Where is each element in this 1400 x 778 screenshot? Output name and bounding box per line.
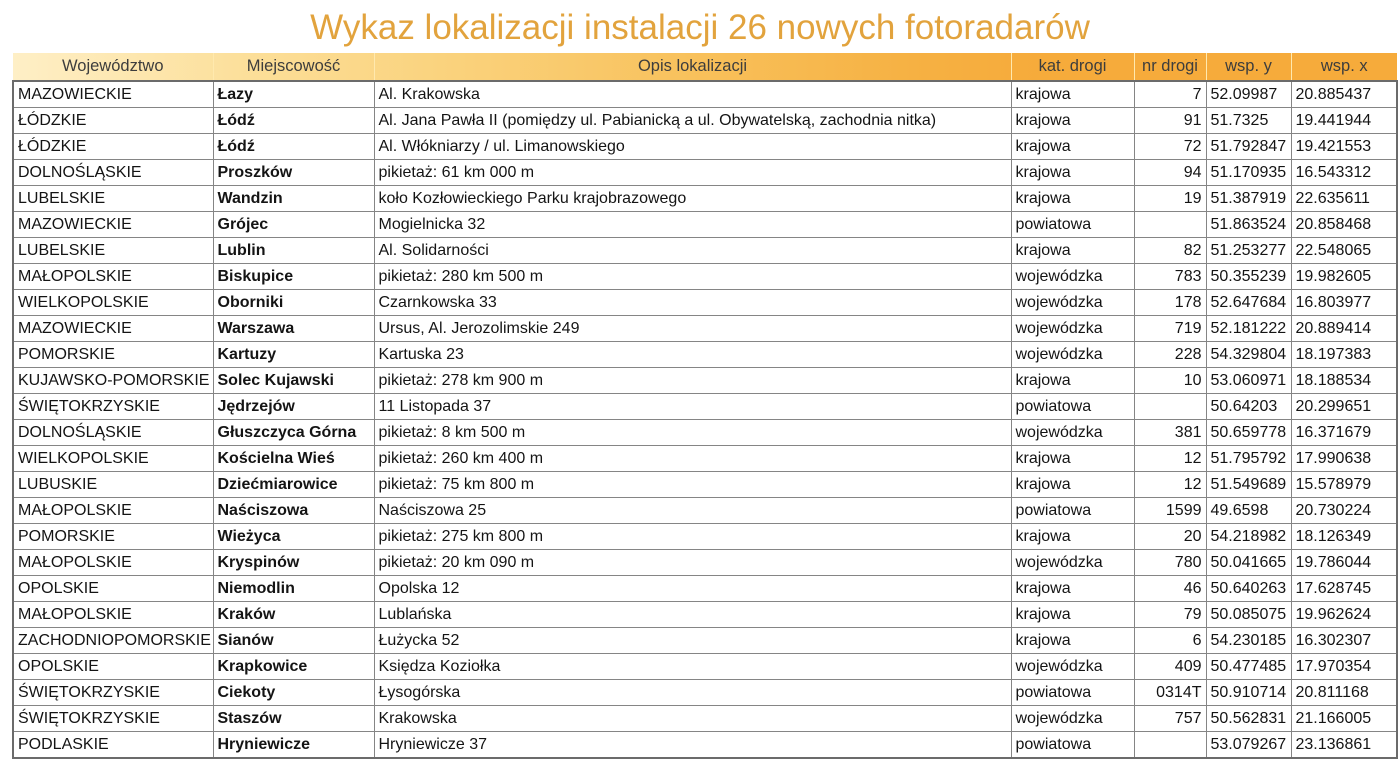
table-row: [13, 238, 1397, 264]
cell-nr-drogi: 72: [1134, 134, 1206, 160]
cell-wsp-x: 17.990638: [1291, 446, 1397, 472]
cell-miejscowosc: Łódź: [213, 134, 374, 160]
cell-wsp-x: 19.441944: [1291, 108, 1397, 134]
cell-miejscowosc: Grójec: [213, 212, 374, 238]
cell-wsp-y: 54.329804: [1206, 342, 1291, 368]
cell-wsp-x: 18.126349: [1291, 524, 1397, 550]
cell-miejscowosc: Proszków: [213, 160, 374, 186]
cell-opis: pikietaż: 20 km 090 m: [374, 550, 1011, 576]
cell-nr-drogi: 7: [1134, 81, 1206, 108]
cell-wsp-x: 20.299651: [1291, 394, 1397, 420]
cell-wojewodztwo: MAZOWIECKIE: [13, 81, 213, 108]
cell-wsp-y: 50.640263: [1206, 576, 1291, 602]
table-row: [13, 342, 1397, 368]
column-header-miejscowosc: Miejscowość: [213, 53, 374, 81]
cell-wojewodztwo: MAZOWIECKIE: [13, 316, 213, 342]
cell-wojewodztwo: MAZOWIECKIE: [13, 212, 213, 238]
table-row: [13, 732, 1397, 759]
cell-opis: pikietaż: 75 km 800 m: [374, 472, 1011, 498]
table-row: [13, 576, 1397, 602]
cell-wsp-y: 51.863524: [1206, 212, 1291, 238]
cell-nr-drogi: 79: [1134, 602, 1206, 628]
cell-wsp-x: 18.188534: [1291, 368, 1397, 394]
cell-wsp-y: 51.792847: [1206, 134, 1291, 160]
cell-wsp-y: 54.218982: [1206, 524, 1291, 550]
table-row: [13, 654, 1397, 680]
cell-wsp-y: 50.910714: [1206, 680, 1291, 706]
fotoradar-locations-table: [12, 53, 1398, 759]
table-row: [13, 628, 1397, 654]
cell-wojewodztwo: POMORSKIE: [13, 342, 213, 368]
table-row: [13, 160, 1397, 186]
cell-miejscowosc: Staszów: [213, 706, 374, 732]
cell-nr-drogi: 719: [1134, 316, 1206, 342]
cell-wsp-y: 51.387919: [1206, 186, 1291, 212]
cell-miejscowosc: Łódź: [213, 108, 374, 134]
cell-opis: Łysogórska: [374, 680, 1011, 706]
cell-opis: Naściszowa 25: [374, 498, 1011, 524]
cell-kat-drogi: powiatowa: [1011, 394, 1134, 420]
cell-wsp-y: 50.562831: [1206, 706, 1291, 732]
cell-wsp-x: 16.302307: [1291, 628, 1397, 654]
cell-opis: pikietaż: 61 km 000 m: [374, 160, 1011, 186]
cell-wojewodztwo: MAŁOPOLSKIE: [13, 550, 213, 576]
cell-wojewodztwo: LUBELSKIE: [13, 238, 213, 264]
cell-wsp-x: 20.889414: [1291, 316, 1397, 342]
table-row: [13, 290, 1397, 316]
table-row: [13, 108, 1397, 134]
cell-wsp-y: 51.7325: [1206, 108, 1291, 134]
cell-miejscowosc: Kościelna Wieś: [213, 446, 374, 472]
table-row: [13, 446, 1397, 472]
cell-wsp-y: 51.253277: [1206, 238, 1291, 264]
cell-wsp-x: 20.885437: [1291, 81, 1397, 108]
cell-nr-drogi: 0314T: [1134, 680, 1206, 706]
cell-miejscowosc: Ciekoty: [213, 680, 374, 706]
cell-opis: Księdza Koziołka: [374, 654, 1011, 680]
cell-wsp-y: 53.079267: [1206, 732, 1291, 759]
cell-wsp-y: 51.170935: [1206, 160, 1291, 186]
cell-wojewodztwo: POMORSKIE: [13, 524, 213, 550]
cell-miejscowosc: Naściszowa: [213, 498, 374, 524]
cell-miejscowosc: Kartuzy: [213, 342, 374, 368]
table-row: [13, 316, 1397, 342]
cell-wsp-x: 17.628745: [1291, 576, 1397, 602]
cell-miejscowosc: Warszawa: [213, 316, 374, 342]
cell-wojewodztwo: KUJAWSKO-POMORSKIE: [13, 368, 213, 394]
cell-wsp-y: 49.6598: [1206, 498, 1291, 524]
cell-miejscowosc: Hryniewicze: [213, 732, 374, 759]
table-row: [13, 472, 1397, 498]
cell-opis: Kartuska 23: [374, 342, 1011, 368]
column-header-wojewodztwo: Województwo: [62, 57, 164, 75]
cell-wsp-x: 23.136861: [1291, 732, 1397, 759]
cell-wojewodztwo: OPOLSKIE: [13, 654, 213, 680]
cell-wsp-y: 54.230185: [1206, 628, 1291, 654]
cell-kat-drogi: krajowa: [1011, 576, 1134, 602]
cell-nr-drogi: 10: [1134, 368, 1206, 394]
cell-miejscowosc: Głuszczyca Górna: [213, 420, 374, 446]
column-header-opis: Opis lokalizacji: [374, 53, 1011, 81]
cell-kat-drogi: krajowa: [1011, 108, 1134, 134]
cell-kat-drogi: wojewódzka: [1011, 264, 1134, 290]
cell-nr-drogi: 757: [1134, 706, 1206, 732]
cell-miejscowosc: Wieżyca: [213, 524, 374, 550]
cell-wsp-x: 19.421553: [1291, 134, 1397, 160]
cell-wsp-x: 21.166005: [1291, 706, 1397, 732]
cell-miejscowosc: Lublin: [213, 238, 374, 264]
column-header-wsp-y: wsp. y: [1206, 53, 1291, 81]
table-row: [13, 81, 1397, 108]
cell-kat-drogi: krajowa: [1011, 628, 1134, 654]
cell-nr-drogi: [1134, 394, 1206, 420]
cell-kat-drogi: wojewódzka: [1011, 420, 1134, 446]
cell-nr-drogi: 178: [1134, 290, 1206, 316]
cell-miejscowosc: Kraków: [213, 602, 374, 628]
table-row: [13, 602, 1397, 628]
cell-kat-drogi: powiatowa: [1011, 680, 1134, 706]
cell-wsp-x: 22.548065: [1291, 238, 1397, 264]
cell-kat-drogi: krajowa: [1011, 446, 1134, 472]
cell-kat-drogi: powiatowa: [1011, 212, 1134, 238]
cell-opis: Al. Solidarności: [374, 238, 1011, 264]
cell-wsp-y: 52.647684: [1206, 290, 1291, 316]
table-row: [13, 368, 1397, 394]
cell-kat-drogi: krajowa: [1011, 81, 1134, 108]
cell-opis: pikietaż: 278 km 900 m: [374, 368, 1011, 394]
cell-nr-drogi: 783: [1134, 264, 1206, 290]
table-row: [13, 706, 1397, 732]
cell-opis: koło Kozłowieckiego Parku krajobrazowego: [374, 186, 1011, 212]
cell-wsp-y: 50.659778: [1206, 420, 1291, 446]
cell-miejscowosc: Niemodlin: [213, 576, 374, 602]
cell-miejscowosc: Dziećmiarowice: [213, 472, 374, 498]
cell-opis: Al. Włókniarzy / ul. Limanowskiego: [374, 134, 1011, 160]
cell-wsp-x: 20.811168: [1291, 680, 1397, 706]
cell-wojewodztwo: ŚWIĘTOKRZYSKIE: [13, 394, 213, 420]
cell-nr-drogi: 780: [1134, 550, 1206, 576]
cell-nr-drogi: 1599: [1134, 498, 1206, 524]
cell-wojewodztwo: PODLASKIE: [13, 732, 213, 759]
cell-nr-drogi: 46: [1134, 576, 1206, 602]
cell-wojewodztwo: ŚWIĘTOKRZYSKIE: [13, 706, 213, 732]
cell-kat-drogi: krajowa: [1011, 134, 1134, 160]
cell-nr-drogi: 12: [1134, 446, 1206, 472]
cell-wsp-x: 19.962624: [1291, 602, 1397, 628]
cell-nr-drogi: 94: [1134, 160, 1206, 186]
cell-wsp-x: 18.197383: [1291, 342, 1397, 368]
cell-wsp-x: 20.730224: [1291, 498, 1397, 524]
table-row: [13, 186, 1397, 212]
cell-kat-drogi: krajowa: [1011, 160, 1134, 186]
cell-kat-drogi: krajowa: [1011, 472, 1134, 498]
cell-wsp-y: 53.060971: [1206, 368, 1291, 394]
cell-wojewodztwo: DOLNOŚLĄSKIE: [13, 420, 213, 446]
cell-opis: Krakowska: [374, 706, 1011, 732]
cell-wsp-y: 51.549689: [1206, 472, 1291, 498]
cell-nr-drogi: 91: [1134, 108, 1206, 134]
cell-wsp-x: 22.635611: [1291, 186, 1397, 212]
cell-nr-drogi: [1134, 212, 1206, 238]
cell-opis: pikietaż: 8 km 500 m: [374, 420, 1011, 446]
cell-kat-drogi: powiatowa: [1011, 732, 1134, 759]
cell-kat-drogi: wojewódzka: [1011, 550, 1134, 576]
cell-wojewodztwo: OPOLSKIE: [13, 576, 213, 602]
cell-kat-drogi: wojewódzka: [1011, 706, 1134, 732]
table-row: [13, 680, 1397, 706]
cell-wojewodztwo: ŁÓDZKIE: [13, 108, 213, 134]
cell-opis: Łużycka 52: [374, 628, 1011, 654]
cell-miejscowosc: Łazy: [213, 81, 374, 108]
cell-wojewodztwo: DOLNOŚLĄSKIE: [13, 160, 213, 186]
table-row: [13, 498, 1397, 524]
cell-nr-drogi: 381: [1134, 420, 1206, 446]
cell-opis: Czarnkowska 33: [374, 290, 1011, 316]
cell-wsp-y: 52.181222: [1206, 316, 1291, 342]
cell-nr-drogi: 19: [1134, 186, 1206, 212]
cell-miejscowosc: Wandzin: [213, 186, 374, 212]
cell-wsp-y: 50.477485: [1206, 654, 1291, 680]
cell-wsp-x: 17.970354: [1291, 654, 1397, 680]
table-body: [13, 81, 1397, 758]
cell-kat-drogi: wojewódzka: [1011, 290, 1134, 316]
cell-nr-drogi: 228: [1134, 342, 1206, 368]
table-row: [13, 134, 1397, 160]
cell-wsp-x: 19.786044: [1291, 550, 1397, 576]
table-header-row: [13, 53, 1397, 81]
cell-miejscowosc: Sianów: [213, 628, 374, 654]
cell-wojewodztwo: ŚWIĘTOKRZYSKIE: [13, 680, 213, 706]
column-header-wsp-x: wsp. x: [1291, 53, 1397, 81]
table-header: [13, 53, 1397, 81]
cell-opis: Ursus, Al. Jerozolimskie 249: [374, 316, 1011, 342]
table-row: [13, 212, 1397, 238]
cell-miejscowosc: Oborniki: [213, 290, 374, 316]
cell-wojewodztwo: WIELKOPOLSKIE: [13, 290, 213, 316]
cell-wojewodztwo: MAŁOPOLSKIE: [13, 498, 213, 524]
cell-wsp-y: 50.041665: [1206, 550, 1291, 576]
cell-kat-drogi: powiatowa: [1011, 498, 1134, 524]
cell-wsp-x: 15.578979: [1291, 472, 1397, 498]
cell-wsp-x: 16.543312: [1291, 160, 1397, 186]
cell-wsp-y: 51.795792: [1206, 446, 1291, 472]
table-row: [13, 264, 1397, 290]
cell-wsp-x: 19.982605: [1291, 264, 1397, 290]
cell-wojewodztwo: ŁÓDZKIE: [13, 134, 213, 160]
cell-opis: Al. Jana Pawła II (pomiędzy ul. Pabianicką a ul. Obywatelską, zachodnia nitka): [374, 108, 1011, 134]
table-row: [13, 550, 1397, 576]
cell-opis: Al. Krakowska: [374, 81, 1011, 108]
cell-wsp-x: 16.371679: [1291, 420, 1397, 446]
cell-kat-drogi: wojewódzka: [1011, 654, 1134, 680]
cell-kat-drogi: krajowa: [1011, 602, 1134, 628]
cell-opis: pikietaż: 275 km 800 m: [374, 524, 1011, 550]
cell-wsp-y: 52.09987: [1206, 81, 1291, 108]
cell-nr-drogi: 20: [1134, 524, 1206, 550]
page-title: Wykaz lokalizacji instalacji 26 nowych fotoradarów: [310, 8, 1090, 47]
cell-wsp-y: 50.355239: [1206, 264, 1291, 290]
table-row: [13, 420, 1397, 446]
cell-kat-drogi: krajowa: [1011, 524, 1134, 550]
cell-opis: 11 Listopada 37: [374, 394, 1011, 420]
column-header-nr-drogi: nr drogi: [1134, 53, 1206, 81]
cell-opis: Lublańska: [374, 602, 1011, 628]
cell-miejscowosc: Biskupice: [213, 264, 374, 290]
cell-kat-drogi: krajowa: [1011, 186, 1134, 212]
cell-miejscowosc: Krapkowice: [213, 654, 374, 680]
cell-opis: pikietaż: 260 km 400 m: [374, 446, 1011, 472]
cell-opis: Opolska 12: [374, 576, 1011, 602]
cell-wojewodztwo: ZACHODNIOPOMORSKIE: [13, 628, 213, 654]
table-row: [13, 524, 1397, 550]
table-row: [13, 394, 1397, 420]
cell-wojewodztwo: LUBELSKIE: [13, 186, 213, 212]
cell-kat-drogi: krajowa: [1011, 238, 1134, 264]
cell-wsp-y: 50.085075: [1206, 602, 1291, 628]
cell-nr-drogi: 12: [1134, 472, 1206, 498]
cell-nr-drogi: 409: [1134, 654, 1206, 680]
cell-wojewodztwo: WIELKOPOLSKIE: [13, 446, 213, 472]
cell-opis: Hryniewicze 37: [374, 732, 1011, 759]
cell-wojewodztwo: LUBUSKIE: [13, 472, 213, 498]
cell-miejscowosc: Solec Kujawski: [213, 368, 374, 394]
cell-wojewodztwo: MAŁOPOLSKIE: [13, 264, 213, 290]
cell-nr-drogi: 6: [1134, 628, 1206, 654]
cell-opis: Mogielnicka 32: [374, 212, 1011, 238]
cell-nr-drogi: 82: [1134, 238, 1206, 264]
cell-kat-drogi: krajowa: [1011, 368, 1134, 394]
cell-kat-drogi: wojewódzka: [1011, 342, 1134, 368]
cell-kat-drogi: wojewódzka: [1011, 316, 1134, 342]
cell-miejscowosc: Jędrzejów: [213, 394, 374, 420]
cell-wsp-y: 50.64203: [1206, 394, 1291, 420]
cell-wsp-x: 20.858468: [1291, 212, 1397, 238]
cell-opis: pikietaż: 280 km 500 m: [374, 264, 1011, 290]
cell-wsp-x: 16.803977: [1291, 290, 1397, 316]
cell-nr-drogi: [1134, 732, 1206, 759]
cell-miejscowosc: Kryspinów: [213, 550, 374, 576]
cell-wojewodztwo: MAŁOPOLSKIE: [13, 602, 213, 628]
column-header-kat-drogi: kat. drogi: [1011, 53, 1134, 81]
